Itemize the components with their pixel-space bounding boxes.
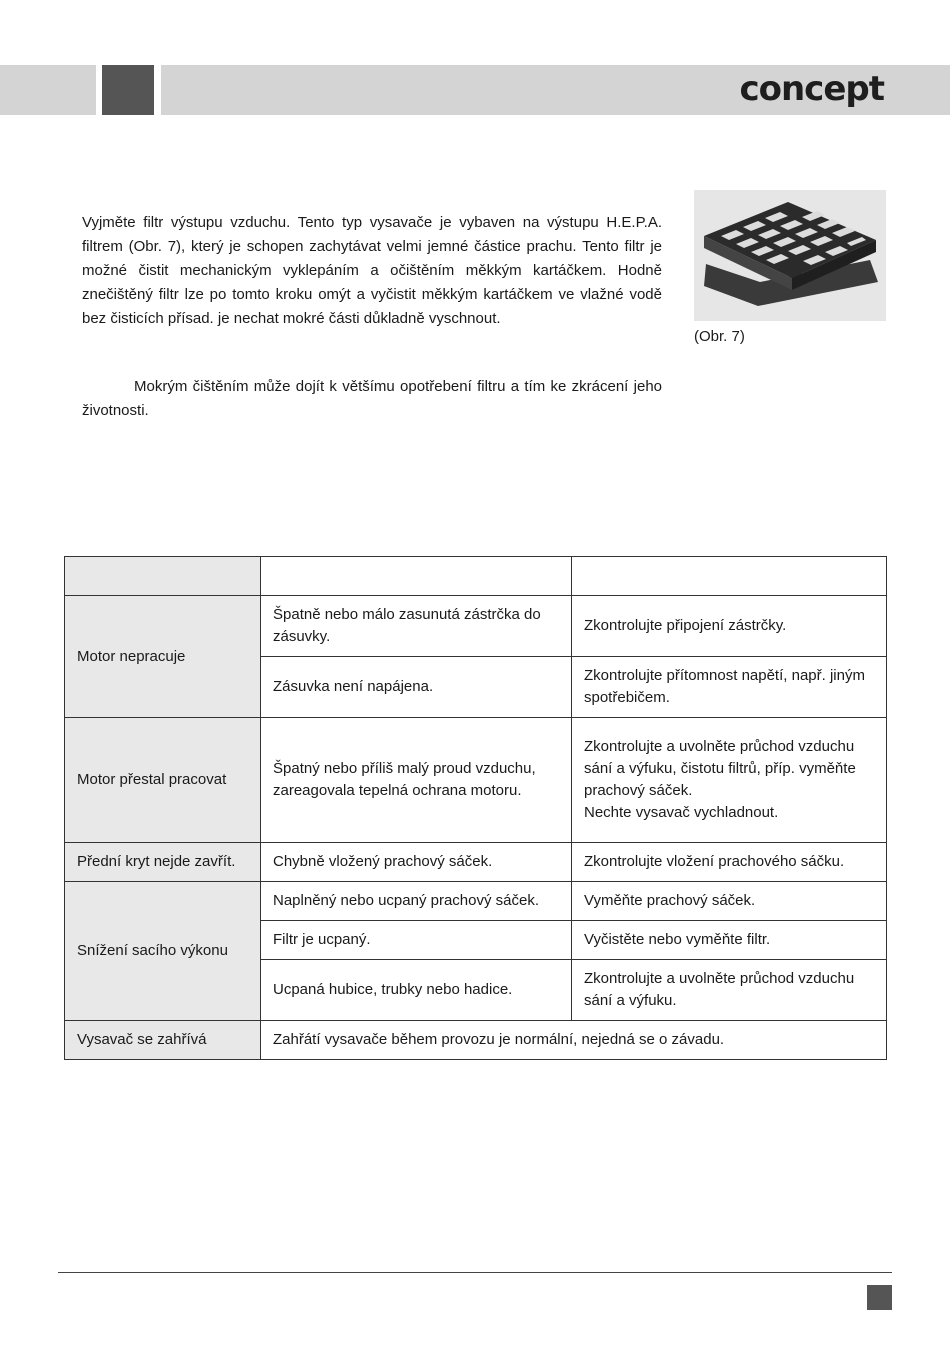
header-cell-cause — [261, 557, 572, 596]
wet-cleaning-warning-paragraph: Mokrým čištěním může dojít k většímu opotřebení filtru a tím ke zkrácení jeho životnosti. — [82, 378, 662, 419]
solution-text: Zkontrolujte a uvolněte průchod vzduchu sání a výfuku, čistotu filtrů, příp. vyměňte prachový sáček. — [584, 738, 856, 799]
cause-cell: Zásuvka není napájena. — [261, 657, 572, 718]
brand-logo: concept — [739, 69, 884, 109]
problem-cell: Motor nepracuje — [65, 596, 261, 718]
filter-instructions-paragraph: Vyjměte filtr výstupu vzduchu. Tento typ vysavače je vybaven na výstupu H.E.P.A. filtrem (Obr. 7), který je schopen zachytávat velmi jemné částice prachu. Tento filtr je možné čistit mechanickým vyklepáním a očištěním měkkým kartáčkem. Hodně znečištěný filtr lze po tomto kroku omýt a vyčistit měkkým kartáčkem ve vlažné vodě bez čisticích přísad. je nechat mokré části důkladně vyschnout. — [82, 214, 662, 327]
footer-page-marker — [867, 1285, 892, 1310]
header-cell-problem — [65, 557, 261, 596]
solution-extra-text: Nechte vysavač vychladnout. — [584, 804, 779, 821]
solution-cell: Zkontrolujte a uvolněte průchod vzduchu sání a výfuku. — [572, 960, 887, 1021]
header-left-band — [0, 65, 96, 115]
problem-cell: Snížení sacího výkonu — [65, 882, 261, 1021]
table-row — [65, 882, 887, 921]
solution-cell: Zkontrolujte vložení prachového sáčku. — [572, 843, 887, 882]
problem-cell: Přední kryt nejde zavřít. — [65, 843, 261, 882]
problem-cell: Vysavač se zahřívá — [65, 1021, 261, 1060]
problem-cell: Motor přestal pracovat — [65, 718, 261, 843]
cause-cell: Filtr je ucpaný. — [261, 921, 572, 960]
solution-cell: Zkontrolujte připojení zástrčky. — [572, 596, 887, 657]
troubleshooting-table — [64, 556, 887, 1060]
cause-cell: Špatně nebo málo zasunutá zástrčka do zásuvky. — [261, 596, 572, 657]
cause-cell: Chybně vložený prachový sáček. — [261, 843, 572, 882]
header-section-marker — [102, 65, 154, 115]
hepa-filter-image — [694, 190, 886, 321]
hepa-filter-illustration — [694, 190, 886, 321]
cause-cell: Naplněný nebo ucpaný prachový sáček. — [261, 882, 572, 921]
solution-cell: Vyčistěte nebo vyměňte filtr. — [572, 921, 887, 960]
cause-cell: Špatný nebo příliš malý proud vzduchu, zareagovala tepelná ochrana motoru. — [261, 718, 572, 843]
table-header-row — [65, 557, 887, 596]
solution-cell: Vyměňte prachový sáček. — [572, 882, 887, 921]
solution-cell — [572, 718, 887, 843]
cause-cell: Ucpaná hubice, trubky nebo hadice. — [261, 960, 572, 1021]
table-row — [65, 596, 887, 657]
table-row — [65, 718, 887, 843]
table-row — [65, 1021, 887, 1060]
footer-divider — [58, 1272, 892, 1273]
table-row — [65, 843, 887, 882]
cause-cell: Zahřátí vysavače během provozu je normální, nejedná se o závadu. — [261, 1021, 887, 1060]
solution-cell: Zkontrolujte přítomnost napětí, např. jiným spotřebičem. — [572, 657, 887, 718]
header-cell-solution — [572, 557, 887, 596]
figure-caption: (Obr. 7) — [694, 328, 745, 345]
